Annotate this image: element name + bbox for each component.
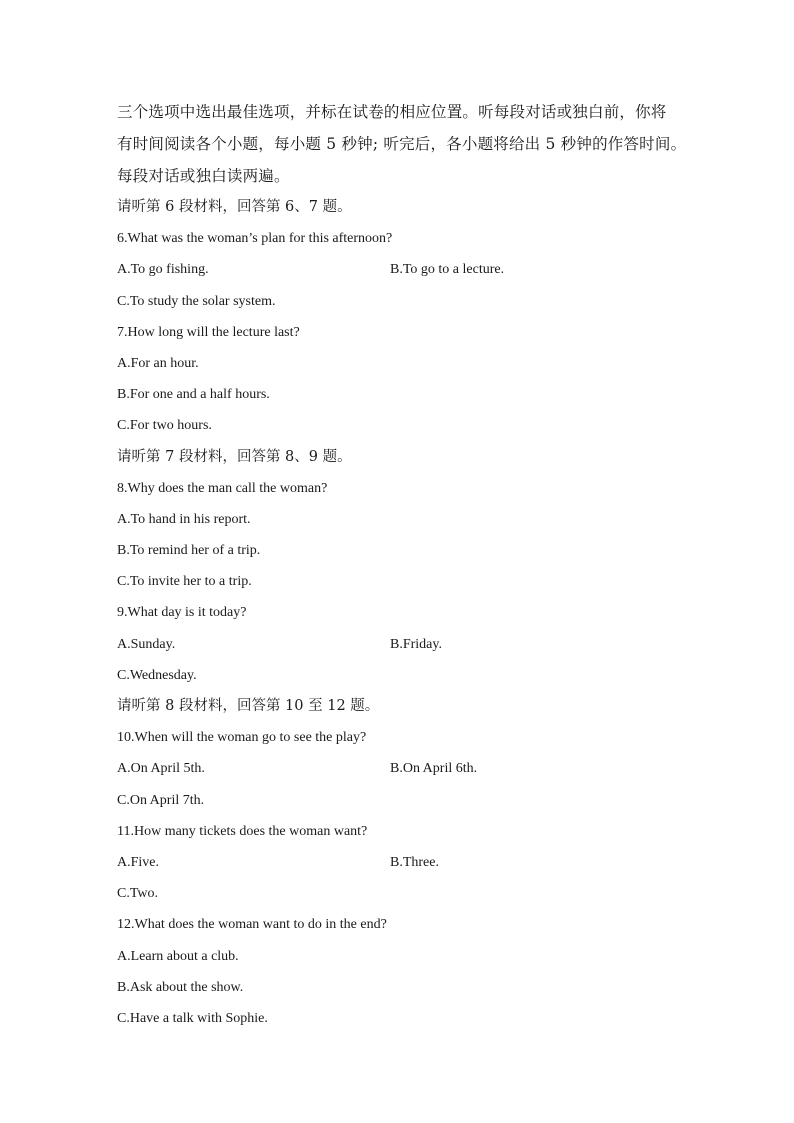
question-10-stem: 10.When will the woman go to see the play? (117, 730, 367, 746)
section-heading: 请听第 7 段材料，回答第 8、9 题。 (117, 448, 352, 465)
question-12-stem: 12.What does the woman want to do in the end? (117, 917, 387, 933)
intro-line-1: 三个选项中选出最佳选项，并标在试卷的相应位置。听每段对话或独白前，你将 (117, 103, 667, 121)
intro-line-3: 每段对话或独白读两遍。 (117, 167, 290, 185)
question-11-option-a: A.Five. (117, 854, 159, 870)
question-6-options-row (117, 254, 697, 285)
question-8-option-a: A.To hand in his report. (117, 511, 251, 527)
question-10-option-a: A.On April 5th. (117, 761, 205, 777)
question-11-options-row (117, 847, 697, 878)
question-6-option-a: A.To go fishing. (117, 262, 209, 278)
question-9-option-a: A.Sunday. (117, 636, 176, 652)
question-11-stem: 11.How many tickets does the woman want? (117, 823, 368, 839)
question-11-option-c: C.Two. (117, 886, 159, 902)
question-9-options-row (117, 629, 697, 660)
question-9-option-c: C.Wednesday. (117, 667, 197, 683)
exam-page (117, 96, 697, 1034)
question-6-option-b: B.To go to a lecture. (390, 262, 505, 278)
question-11-option-b: B.Three. (390, 854, 439, 870)
question-7-option-b: B.For one and a half hours. (117, 387, 270, 403)
question-6-stem: 6.What was the woman’s plan for this afternoon? (117, 231, 393, 247)
question-7-option-a: A.For an hour. (117, 355, 199, 371)
question-9-stem: 9.What day is it today? (117, 605, 247, 621)
question-7-stem: 7.How long will the lecture last? (117, 324, 300, 340)
question-9-option-b: B.Friday. (390, 636, 442, 652)
section-heading: 请听第 6 段材料，回答第 6、7 题。 (117, 199, 352, 215)
intro-line-2: 有时间阅读各个小题，每小题 5 秒钟; 听完后，各小题将给出 5 秒钟的作答时间。 (117, 135, 687, 153)
question-12-option-b: B.Ask about the show. (117, 979, 244, 995)
question-7-option-c: C.For two hours. (117, 418, 212, 434)
question-10-options-row (117, 753, 697, 784)
question-12-option-a: A.Learn about a club. (117, 948, 239, 964)
question-8-stem: 8.Why does the man call the woman? (117, 480, 328, 496)
section-heading: 请听第 8 段材料，回答第 10 至 12 题。 (117, 698, 380, 714)
question-10-option-c: C.On April 7th. (117, 792, 205, 808)
question-10-option-b: B.On April 6th. (390, 761, 478, 777)
question-12-option-c: C.Have a talk with Sophie. (117, 1010, 268, 1026)
question-6-option-c: C.To study the solar system. (117, 293, 276, 309)
question-8-option-c: C.To invite her to a trip. (117, 574, 252, 590)
question-8-option-b: B.To remind her of a trip. (117, 543, 261, 559)
